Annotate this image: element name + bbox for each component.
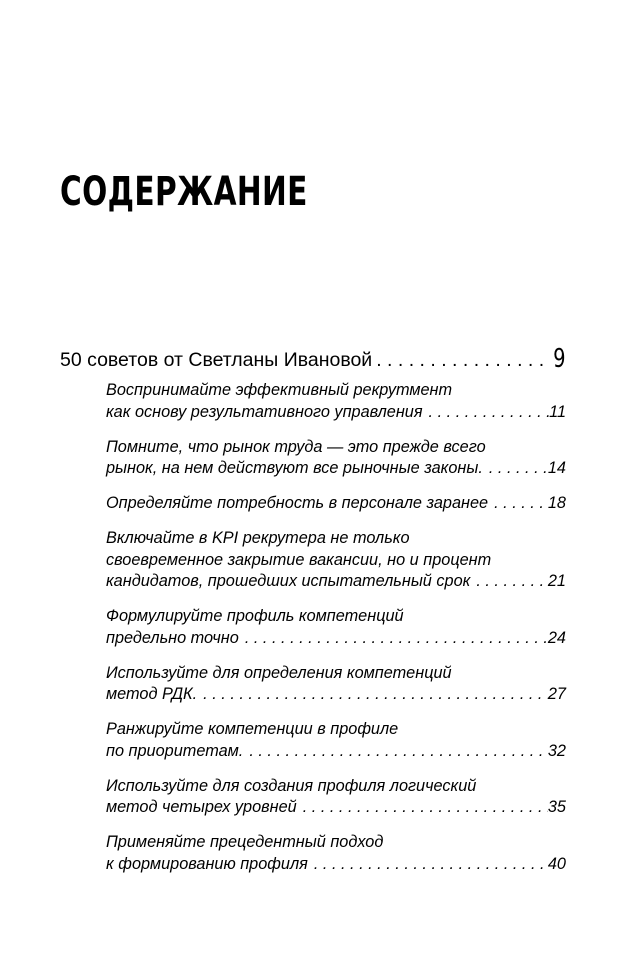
dot-leader [488, 493, 548, 515]
dot-leader [308, 854, 548, 876]
toc-entry-page: 14 [547, 459, 566, 477]
dot-leader [483, 458, 548, 480]
toc-entry-line: Ранжируйте компетенции в профиле [106, 720, 399, 738]
toc-entry[interactable] [106, 528, 566, 593]
toc-entry-page: 21 [547, 572, 566, 590]
toc-entry-line: метод РДК. [106, 685, 198, 703]
toc-entry-line: рынок, на нем действуют все рыночные законы. [106, 459, 483, 477]
toc-entry-page: 35 [547, 798, 566, 816]
toc-entry-last-line [106, 571, 566, 593]
toc-entry-last-line [106, 458, 566, 480]
toc-entry-last-line [106, 493, 566, 515]
toc-entry[interactable] [106, 380, 566, 423]
toc-entry-line: к формированию профиля [106, 854, 308, 873]
toc-entry-page: 18 [547, 494, 566, 512]
toc-entry-last-line [106, 628, 566, 650]
contents-heading: СОДЕРЖАНИЕ [60, 169, 308, 215]
toc-part-page: 9 [553, 344, 566, 374]
toc-entry-last-line [106, 854, 566, 876]
toc-entry[interactable] [106, 606, 566, 649]
toc-entry-line: как основу результативного управления [106, 402, 423, 421]
toc-entry[interactable] [106, 663, 566, 706]
toc-entries [60, 380, 566, 875]
dot-leader [470, 571, 548, 593]
dot-leader [197, 684, 548, 706]
toc-entry[interactable] [106, 719, 566, 762]
table-of-contents [60, 344, 566, 889]
toc-entry-last-line [106, 402, 566, 424]
toc-entry[interactable] [106, 437, 566, 480]
toc-entry[interactable] [106, 493, 566, 515]
toc-entry-line: Воспринимайте эффективный рекрутмент [106, 381, 453, 399]
dot-leader [239, 628, 548, 650]
toc-entry-line: по приоритетам. [106, 741, 244, 760]
toc-entry-line: Формулируйте профиль компетенций [106, 607, 404, 625]
toc-entry-line: Включайте в KPI рекрутера не только [106, 529, 410, 547]
dot-leader [423, 402, 550, 424]
toc-entry-page: 11 [549, 402, 566, 421]
toc-entry-line: Используйте для определения компетенций [106, 663, 452, 682]
toc-part-entry[interactable] [60, 344, 566, 372]
toc-entry-line: Определяйте потребность в персонале заранее [106, 494, 489, 512]
toc-entry-line: Помните, что рынок труда — это прежде всего [106, 437, 486, 456]
toc-entry[interactable] [106, 776, 566, 819]
toc-entry-line: кандидатов, прошедших испытательный срок [106, 572, 471, 590]
toc-entry-line: Используйте для создания профиля логический [106, 776, 477, 795]
toc-entry-line: своевременное закрытие вакансии, но и процент [106, 550, 492, 569]
toc-entry-line: предельно точно [106, 628, 239, 647]
dot-leader [372, 348, 549, 372]
dot-leader [297, 797, 548, 819]
dot-leader [243, 741, 548, 763]
toc-entry-page: 27 [547, 685, 566, 703]
toc-entry[interactable] [106, 832, 566, 875]
toc-entry-last-line [106, 741, 566, 763]
toc-entry-last-line [106, 797, 566, 819]
toc-entry-page: 24 [547, 628, 566, 647]
toc-entry-page: 40 [547, 854, 566, 873]
toc-entry-line: метод четырех уровней [106, 798, 297, 816]
toc-entry-page: 32 [547, 741, 566, 760]
toc-part-title: 50 советов от Светланы Ивановой [60, 349, 373, 371]
toc-entry-line: Применяйте прецедентный подход [106, 833, 384, 851]
toc-entry-last-line [106, 684, 566, 706]
